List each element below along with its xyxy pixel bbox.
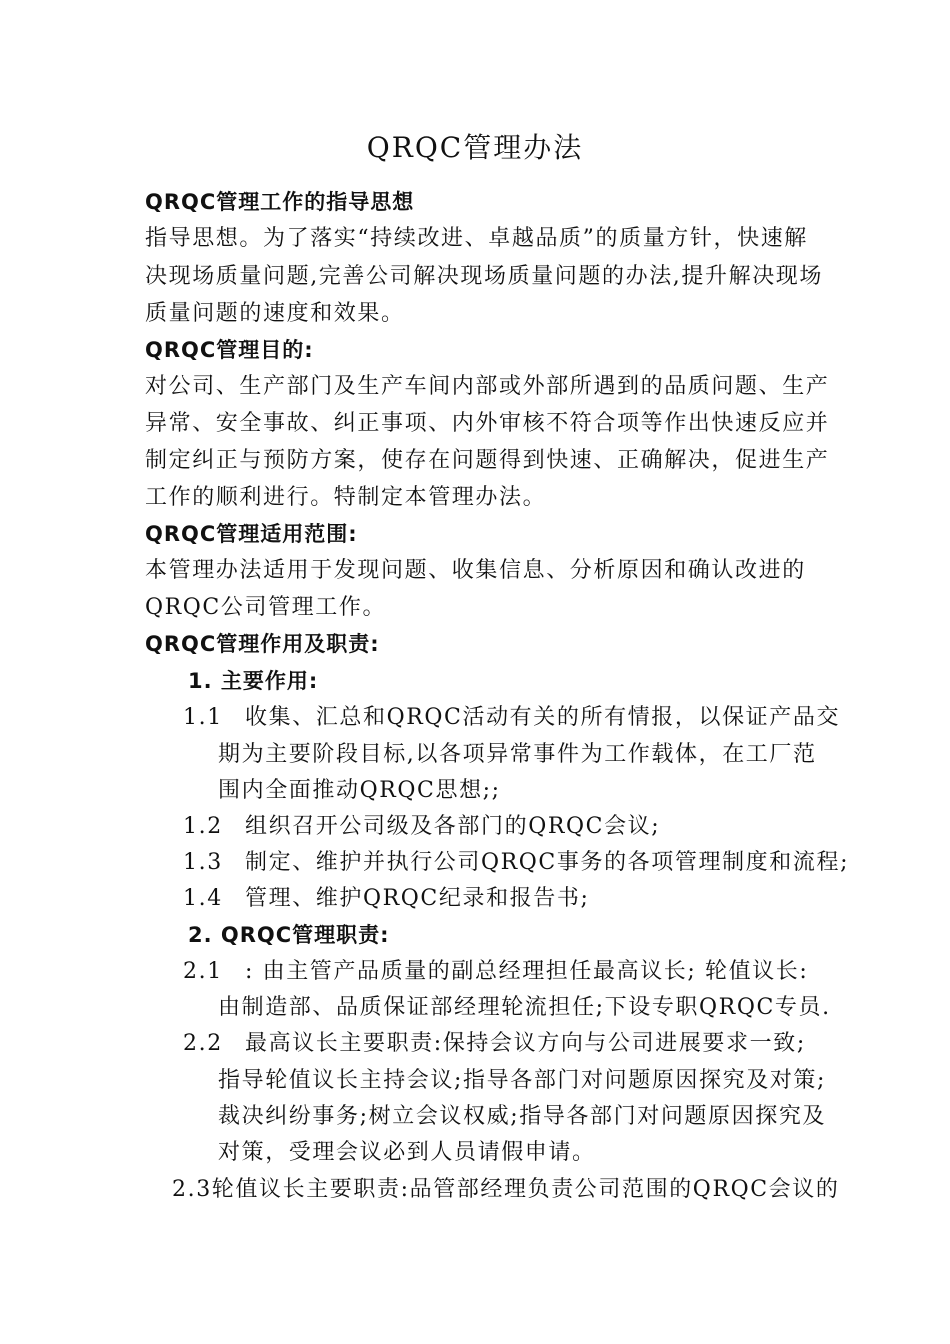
subsection-heading-management-duties: 2. QRQC管理职责: bbox=[188, 923, 390, 947]
item-text: 制定、维护并执行公司QRQC事务的各项管理制度和流程; bbox=[245, 850, 850, 875]
item-text: 最高议长主要职责:保持会议方向与公司进展要求一致; bbox=[245, 1031, 806, 1056]
list-item-continuation: 裁决纠纷事务;树立会议权威;指导各部门对问题原因探究及 bbox=[218, 1104, 827, 1129]
list-item-1-3 bbox=[183, 848, 849, 878]
list-item-continuation: 指导轮值议长主持会议;指导各部门对问题原因探究及对策; bbox=[218, 1068, 827, 1093]
list-item-continuation: 由制造部、品质保证部经理轮流担任;下设专职QRQC专员. bbox=[218, 995, 831, 1020]
list-item-1-1 bbox=[183, 703, 840, 733]
section-heading-roles: QRQC管理作用及职责: bbox=[145, 632, 380, 656]
section-heading-guiding: QRQC管理工作的指导思想 bbox=[145, 190, 415, 214]
list-item-1-4 bbox=[183, 884, 589, 914]
item-number: 2.3 bbox=[172, 1177, 212, 1202]
paragraph-line: 制定纠正与预防方案，使存在问题得到快速、正确解决，促进生产 bbox=[145, 448, 830, 473]
list-item-continuation: 期为主要阶段目标,以各项异常事件为工作载体，在工厂范 bbox=[218, 742, 817, 767]
item-number: 1.2 bbox=[183, 814, 223, 839]
item-number: 1.3 bbox=[183, 850, 223, 875]
paragraph-line: 对公司、生产部门及生产车间内部或外部所遇到的品质问题、生产 bbox=[145, 374, 830, 399]
item-text: : 由主管产品质量的副总经理担任最高议长; 轮值议长: bbox=[245, 959, 809, 984]
list-item-continuation: 对策，受理会议必到人员请假申请。 bbox=[218, 1140, 596, 1165]
document-title: QRQC管理办法 bbox=[366, 131, 584, 164]
paragraph-line: 异常、安全事故、纠正事项、内外审核不符合项等作出快速反应并 bbox=[145, 411, 830, 436]
list-item-2-2 bbox=[183, 1029, 806, 1059]
paragraph-line: QRQC公司管理工作。 bbox=[145, 595, 387, 620]
item-text: 收集、汇总和QRQC活动有关的所有情报，以保证产品交 bbox=[245, 705, 841, 730]
section-heading-scope: QRQC管理适用范围: bbox=[145, 522, 358, 546]
subsection-heading-main-functions: 1. 主要作用: bbox=[188, 669, 319, 693]
list-item-2-3 bbox=[172, 1175, 839, 1205]
item-number: 2.2 bbox=[183, 1031, 223, 1056]
list-item-continuation: 围内全面推动QRQC思想;; bbox=[218, 778, 501, 803]
item-number: 2.1 bbox=[183, 959, 223, 984]
paragraph-line: 工作的顺利进行。特制定本管理办法。 bbox=[145, 485, 547, 510]
section-heading-purpose: QRQC管理目的: bbox=[145, 338, 314, 362]
paragraph-line: 指导思想。为了落实“持续改进、卓越品质”的质量方针，快速解 bbox=[145, 226, 808, 251]
list-item-1-2 bbox=[183, 812, 660, 842]
item-text: 组织召开公司级及各部门的QRQC会议; bbox=[245, 814, 661, 839]
paragraph-line: 决现场质量问题,完善公司解决现场质量问题的办法,提升解决现场 bbox=[145, 264, 823, 289]
paragraph-line: 本管理办法适用于发现问题、收集信息、分析原因和确认改进的 bbox=[145, 558, 806, 583]
list-item-2-1 bbox=[183, 957, 808, 987]
item-text: 管理、维护QRQC纪录和报告书; bbox=[245, 886, 590, 911]
item-number: 1.4 bbox=[183, 886, 223, 911]
paragraph-line: 质量问题的速度和效果。 bbox=[145, 301, 405, 326]
item-number: 1.1 bbox=[183, 705, 223, 730]
item-text: 轮值议长主要职责:品管部经理负责公司范围的QRQC会议的 bbox=[211, 1177, 840, 1202]
